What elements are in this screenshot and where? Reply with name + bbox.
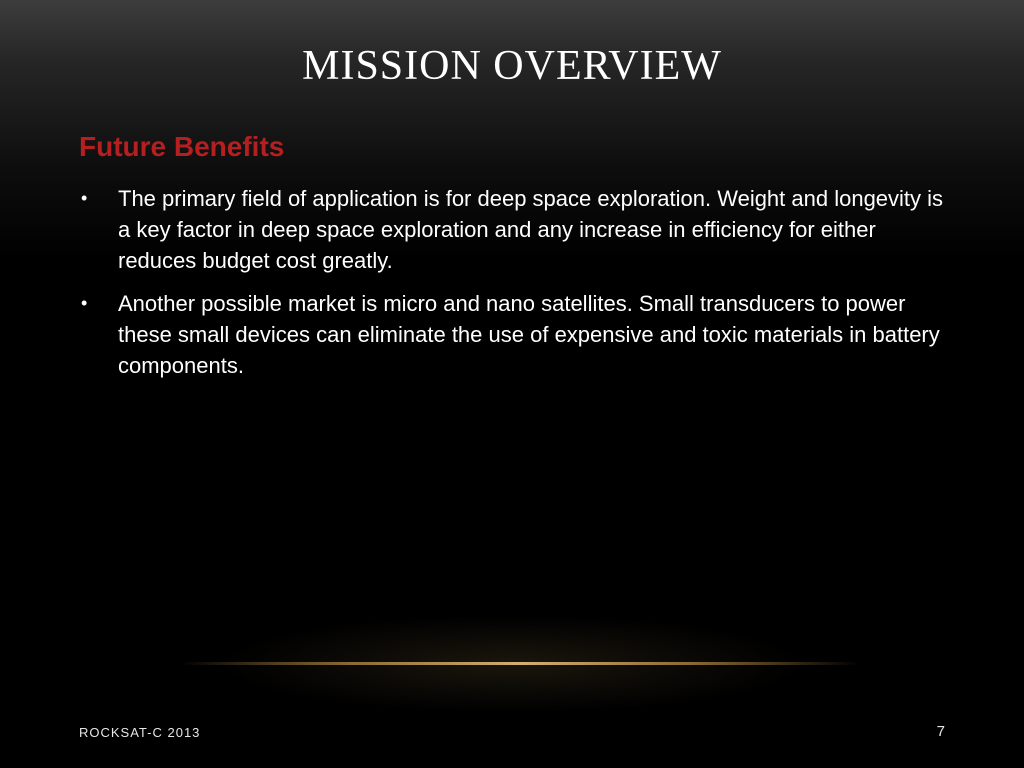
bullet-marker: •	[81, 188, 88, 208]
bullet-list	[79, 183, 949, 393]
bullet-item	[79, 288, 949, 381]
slide-title: MISSION OVERVIEW	[302, 43, 722, 89]
bullet-item	[79, 183, 949, 276]
footer-text: ROCKSAT-C 2013	[79, 725, 201, 740]
slide-number: 7	[936, 723, 945, 740]
slide-subtitle: Future Benefits	[79, 131, 285, 162]
bullet-text: The primary field of application is for deep space exploration. Weight and longevity is a key factor in deep space exploration and any increase in efficiency for either reduces budget cost greatly.	[118, 186, 944, 273]
gold-divider-line	[180, 662, 860, 665]
bullet-marker: •	[81, 293, 88, 313]
bullet-text: Another possible market is micro and nano satellites. Small transducers to power these small devices can eliminate the use of expensive and toxic materials in battery components.	[118, 291, 940, 378]
